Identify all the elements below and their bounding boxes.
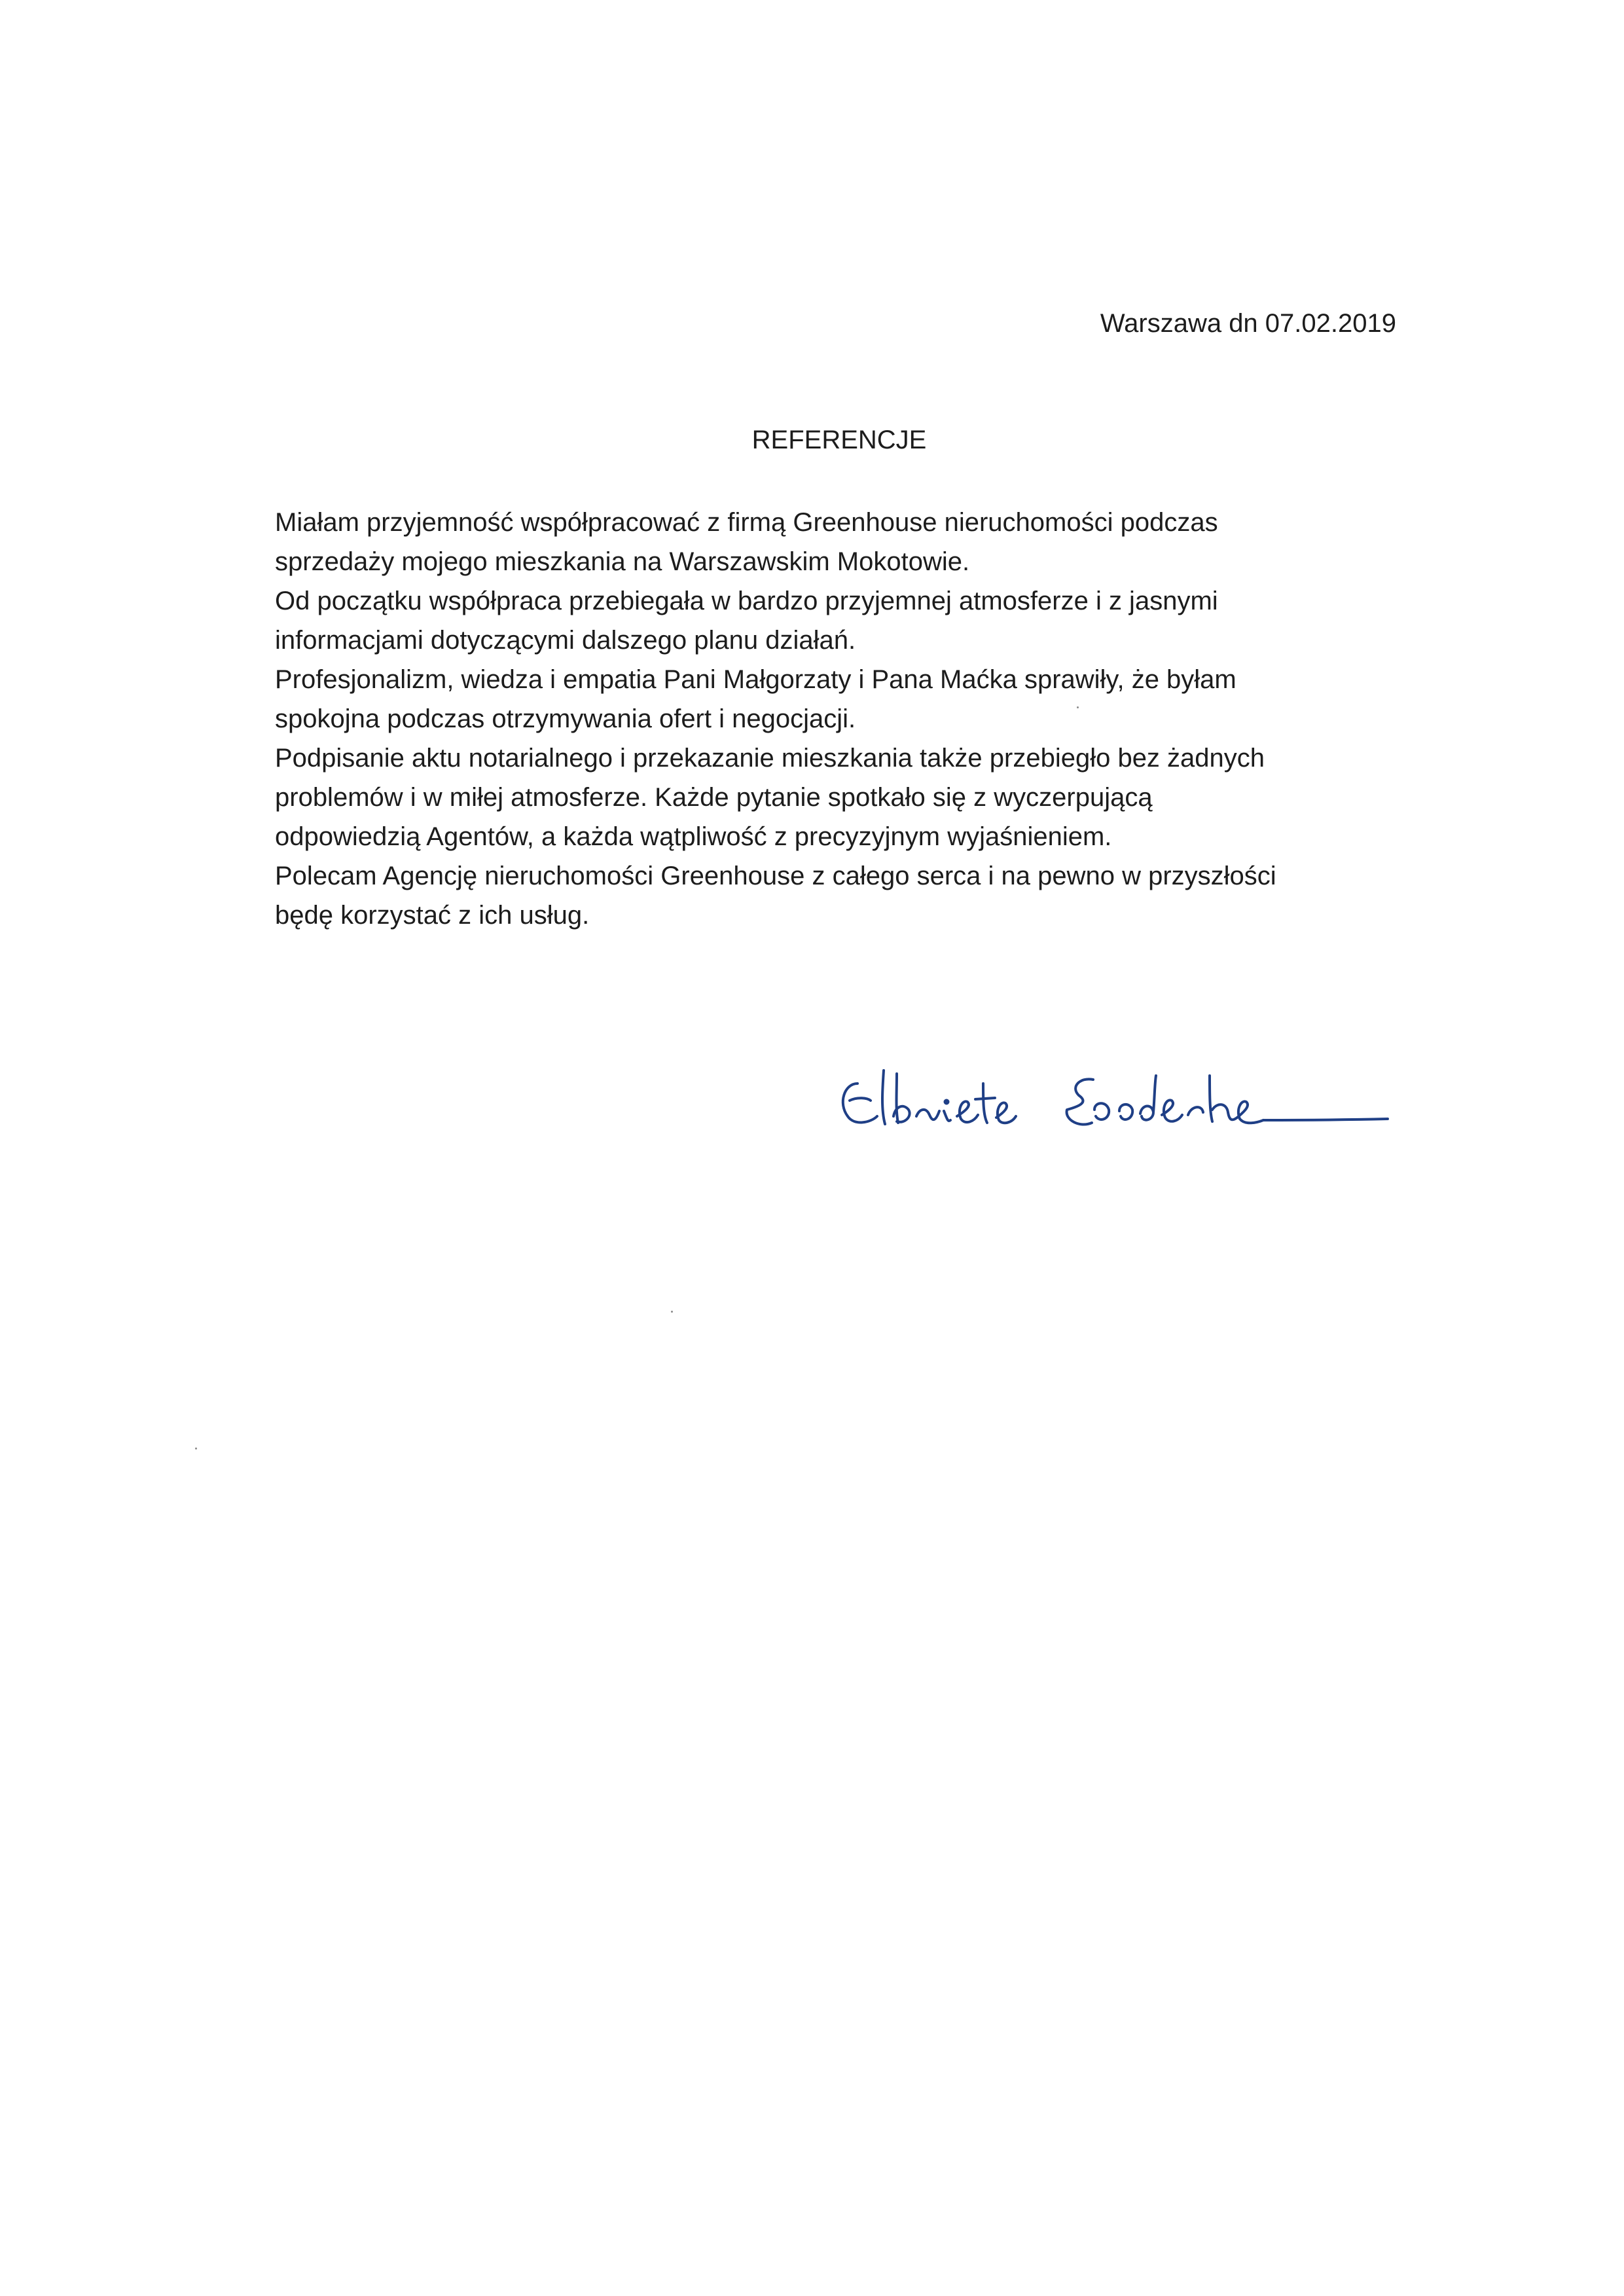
body-line: odpowiedzią Agentów, a każda wątpliwość z precyzyjnym wyjaśnieniem. xyxy=(275,822,1112,851)
body-line: sprzedaży mojego mieszkania na Warszawskim Mokotowie. xyxy=(275,547,970,576)
body-line: problemów i w miłej atmosferze. Każde pytanie spotkało się z wyczerpującą xyxy=(275,783,1153,812)
body-line: Polecam Agencję nieruchomości Greenhouse z całego serca i na pewno w przyszłości xyxy=(275,862,1276,890)
body-line: Podpisanie aktu notarialnego i przekazanie mieszkania także przebiegło bez żadnych xyxy=(275,744,1265,773)
letter-title: REFERENCJE xyxy=(751,426,927,454)
body-line: Profesjonalizm, wiedza i empatia Pani Małgorzaty i Pana Maćka sprawiły, że byłam xyxy=(275,665,1236,694)
signature-icon xyxy=(831,1057,1394,1142)
body-line: Miałam przyjemność współpracować z firmą Greenhouse nieruchomości podczas xyxy=(275,508,1218,537)
scan-speck xyxy=(671,1311,673,1313)
date-line: Warszawa dn 07.02.2019 xyxy=(1100,309,1396,338)
body-line: Od początku współpraca przebiegała w bardzo przyjemnej atmosferze i z jasnymi xyxy=(275,587,1218,615)
body-line: będę korzystać z ich usług. xyxy=(275,901,590,930)
body-line: spokojna podczas otrzymywania ofert i negocjacji. xyxy=(275,704,856,733)
scan-speck xyxy=(195,1448,197,1449)
letter-body xyxy=(275,503,1414,935)
scan-speck xyxy=(1077,706,1079,708)
body-line: informacjami dotyczącymi dalszego planu działań. xyxy=(275,626,856,655)
